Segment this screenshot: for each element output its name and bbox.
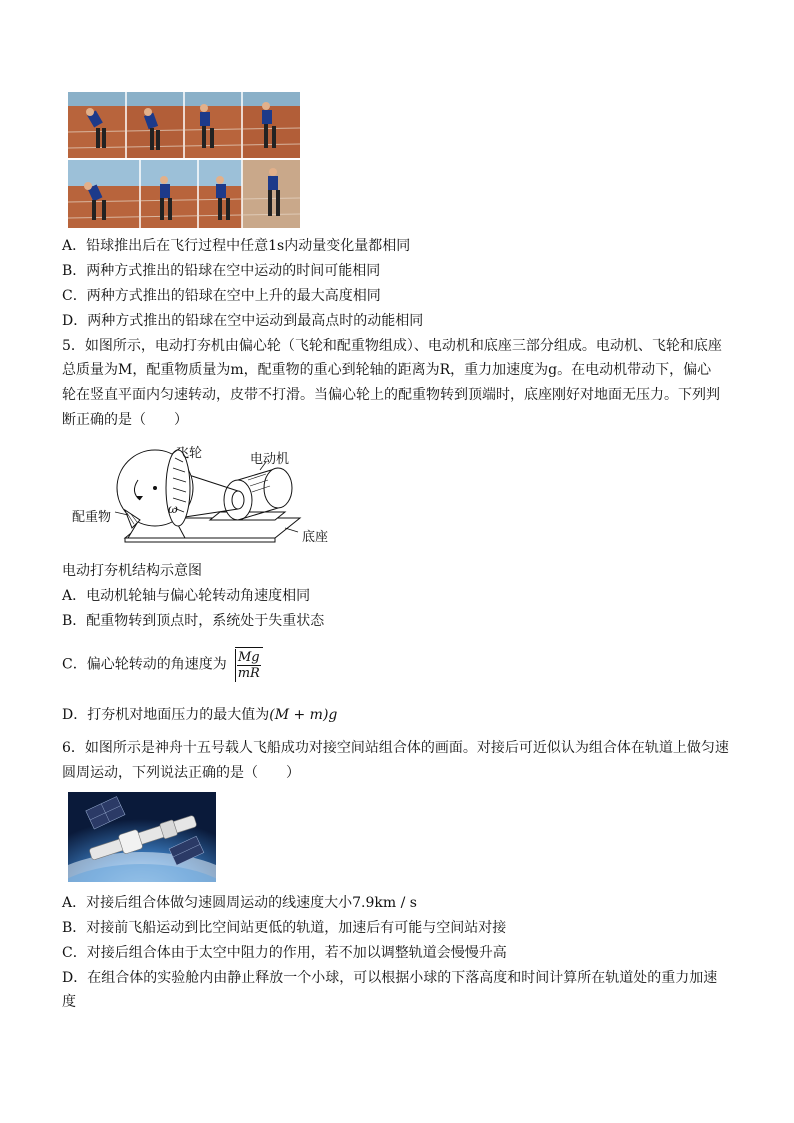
space-station-icon [68, 792, 216, 882]
q6-option-a[interactable]: A．对接后组合体做匀速圆周运动的线速度大小7.9km / s [62, 895, 417, 911]
q4-option-d[interactable]: D．两种方式推出的铅球在空中运动到最高点时的动能相同 [62, 313, 424, 329]
tamping-machine-diagram-icon [70, 440, 340, 548]
fraction [237, 650, 261, 681]
q6-option-d-line-2[interactable]: 度 [62, 994, 76, 1010]
q5-option-a[interactable]: A．电动机轮轴与偏心轮转动角速度相同 [62, 588, 311, 604]
q6-stem-line-2: 圆周运动，下列说法正确的是（ ） [62, 765, 300, 781]
label-motor: 电动机 [250, 452, 290, 467]
sqrt-icon [227, 647, 263, 682]
q5-option-d[interactable] [62, 705, 337, 725]
label-flywheel: 飞轮 [176, 446, 203, 461]
q5-stem-line-2: 总质量为M，配重物质量为m，配重物的重心到轮轴的距离为R，重力加速度为g。在电动机带动下，偏心 [62, 362, 712, 378]
q4-option-a[interactable]: A．铅球推出后在飞行过程中任意1s内动量变化量都相同 [62, 238, 411, 254]
q5-option-d-prefix: D．打夯机对地面压力的最大值为 [62, 707, 270, 723]
fraction-numerator: Mg [237, 649, 260, 665]
q6-stem-line-1: 6．如图所示是神舟十五号载人飞船成功对接空间站组合体的画面。对接后可近似认为组合体在轨道上做匀速 [62, 740, 729, 756]
shot-put-photos-icon [68, 92, 300, 228]
label-counterweight: 配重物 [72, 510, 112, 525]
space-station-photo [68, 792, 216, 882]
q5-stem-line-1: 5．如图所示，电动打夯机由偏心轮（飞轮和配重物组成）、电动机和底座三部分组成。电动机、飞轮和底座 [62, 338, 722, 354]
q6-option-b[interactable]: B．对接前飞船运动到比空间站更低的轨道，加速后有可能与空间站对接 [62, 920, 507, 936]
tamping-machine-figure [70, 440, 340, 548]
q5-option-b[interactable]: B．配重物转到顶点时，系统处于失重状态 [62, 613, 325, 629]
q5-figure-caption: 电动打夯机结构示意图 [62, 563, 202, 579]
q5-option-c-prefix: C．偏心轮转动的角速度为 [62, 656, 227, 673]
label-base: 底座 [302, 530, 329, 545]
label-omega: ω [168, 502, 178, 516]
q4-option-b[interactable]: B．两种方式推出的铅球在空中运动的时间可能相同 [62, 263, 381, 279]
fraction-denominator: mR [237, 665, 260, 681]
q4-option-c[interactable]: C．两种方式推出的铅球在空中上升的最大高度相同 [62, 288, 381, 304]
q5-option-d-expression: (M + m)g [269, 707, 338, 723]
q6-option-d-line-1[interactable]: D．在组合体的实验舱内由静止释放一个小球，可以根据小球的下落高度和时间计算所在轨道处的重力加速 [62, 970, 718, 986]
q5-option-c[interactable] [62, 647, 263, 682]
q5-stem-line-4: 断正确的是（ ） [62, 412, 188, 428]
q5-stem-line-3: 轮在竖直平面内匀速转动，皮带不打滑。当偏心轮上的配重物转到顶端时，底座刚好对地面无压力。下列判 [62, 387, 720, 403]
q6-option-c[interactable]: C．对接后组合体由于太空中阻力的作用，若不加以调整轨道会慢慢升高 [62, 945, 507, 961]
shot-put-photo-grid [68, 92, 300, 228]
